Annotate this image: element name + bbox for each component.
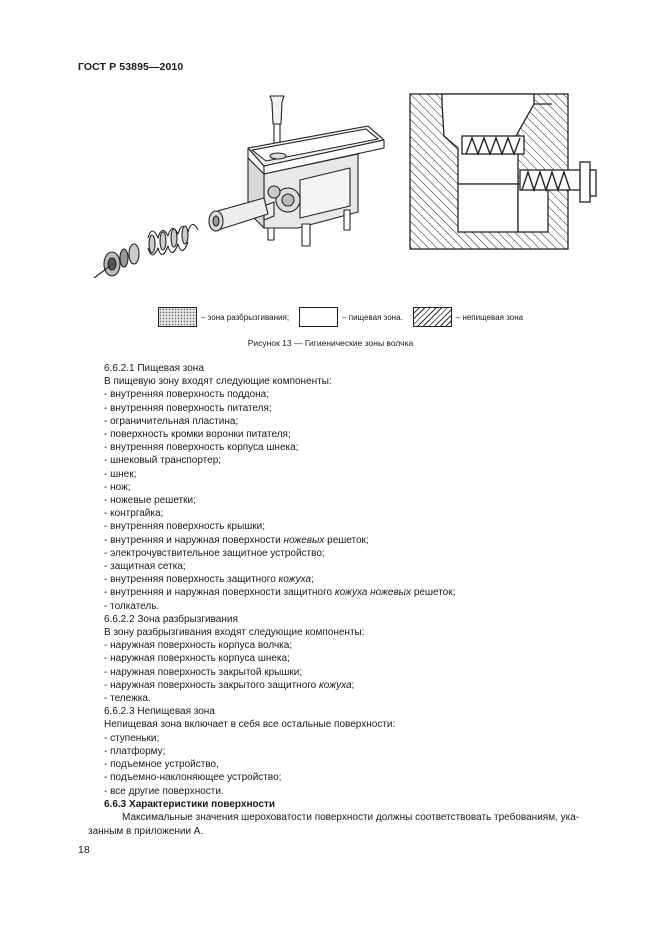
legend-label-food-zone: – пищевая зона. xyxy=(342,312,403,322)
list-item: - контргайка; xyxy=(104,508,164,520)
meat-grinder-illustration xyxy=(88,88,388,300)
list-item: - тележка. xyxy=(104,693,151,705)
list-item: - наружная поверхность корпуса шнека; xyxy=(104,653,290,665)
document-body xyxy=(104,362,624,824)
page-number: 18 xyxy=(78,844,90,856)
list-item: - внутренняя поверхность защитного кожуха; xyxy=(104,574,314,586)
figure-caption: Рисунок 13 — Гигиенические зоны волчка xyxy=(247,338,414,348)
section-text-surface: Максимальные значения шероховатости поверхности должны соответствовать требованиям, ука- xyxy=(122,811,580,823)
list-item: - электрочувствительное защитное устройство; xyxy=(104,547,325,559)
section-heading-food-zone: 6.6.2.1 Пищевая зона xyxy=(104,363,204,374)
list-item: - внутренняя и наружная поверхности защитного кожуха ножевых решеток; xyxy=(104,587,456,599)
document-header: ГОСТ Р 53895—2010 xyxy=(78,61,184,73)
list-item: - защитная сетка; xyxy=(104,561,186,573)
section-heading-nonfood-zone: 6.6.2.3 Непищевая зона xyxy=(104,706,215,718)
list-item: - поверхность кромки воронки питателя; xyxy=(104,429,291,441)
list-item: - внутренняя и наружная поверхности ножевых решеток; xyxy=(104,534,369,546)
list-item: - ограничительная пластина; xyxy=(104,415,239,427)
list-item: - все другие поверхности. xyxy=(104,785,224,797)
legend-swatch-nonfood-zone xyxy=(413,307,452,327)
figure-legend xyxy=(158,305,533,329)
list-item: - внутренняя поверхность крышки; xyxy=(104,521,266,533)
legend-swatch-food-zone xyxy=(299,307,338,327)
list-item: - внутренняя поверхность корпуса шнека; xyxy=(104,442,299,454)
list-item: - наружная поверхность закрытой крышки; xyxy=(104,666,303,678)
list-item: - шнековый транспортер; xyxy=(104,455,222,467)
legend-label-nonfood-zone: – непищевая зона xyxy=(455,312,524,322)
legend-swatch-splash-zone xyxy=(158,307,197,327)
list-item: - шнек; xyxy=(104,468,137,480)
section-text-surface-continued: занным в приложении А. xyxy=(88,826,204,837)
list-item: - толкатель. xyxy=(104,600,160,612)
list-item: - наружная поверхность корпуса волчка; xyxy=(104,640,293,652)
legend-label-splash-zone: – зона разбрызгивания; xyxy=(201,312,290,322)
list-item: - нож; xyxy=(104,481,131,493)
list-item: - подъемно-наклоняющее устройство; xyxy=(104,772,282,784)
list-item: - внутренняя поверхность питателя; xyxy=(104,402,272,414)
section-intro-food-zone: В пищевую зону входят следующие компоненты: xyxy=(104,376,332,388)
section-intro-splash-zone: В зону разбрызгивания входят следующие компоненты: xyxy=(104,627,365,639)
grinder-cross-section-diagram xyxy=(408,92,608,252)
list-item: - внутренняя поверхность поддона; xyxy=(104,389,269,401)
list-item: - подъемное устройство, xyxy=(104,759,219,771)
section-heading-splash-zone: 6.6.2.2 Зона разбрызгивания xyxy=(104,613,238,625)
list-item: - ступеньки; xyxy=(104,732,160,744)
section-intro-nonfood-zone: Непищевая зона включает в себя все остальные поверхности: xyxy=(104,719,396,731)
list-item: - платформу; xyxy=(104,745,166,757)
list-item: - ножевые решетки; xyxy=(104,495,196,507)
section-heading-surface: 6.6.3 Характеристики поверхности xyxy=(104,798,276,810)
list-item: - наружная поверхность закрытого защитного кожуха; xyxy=(104,679,355,691)
